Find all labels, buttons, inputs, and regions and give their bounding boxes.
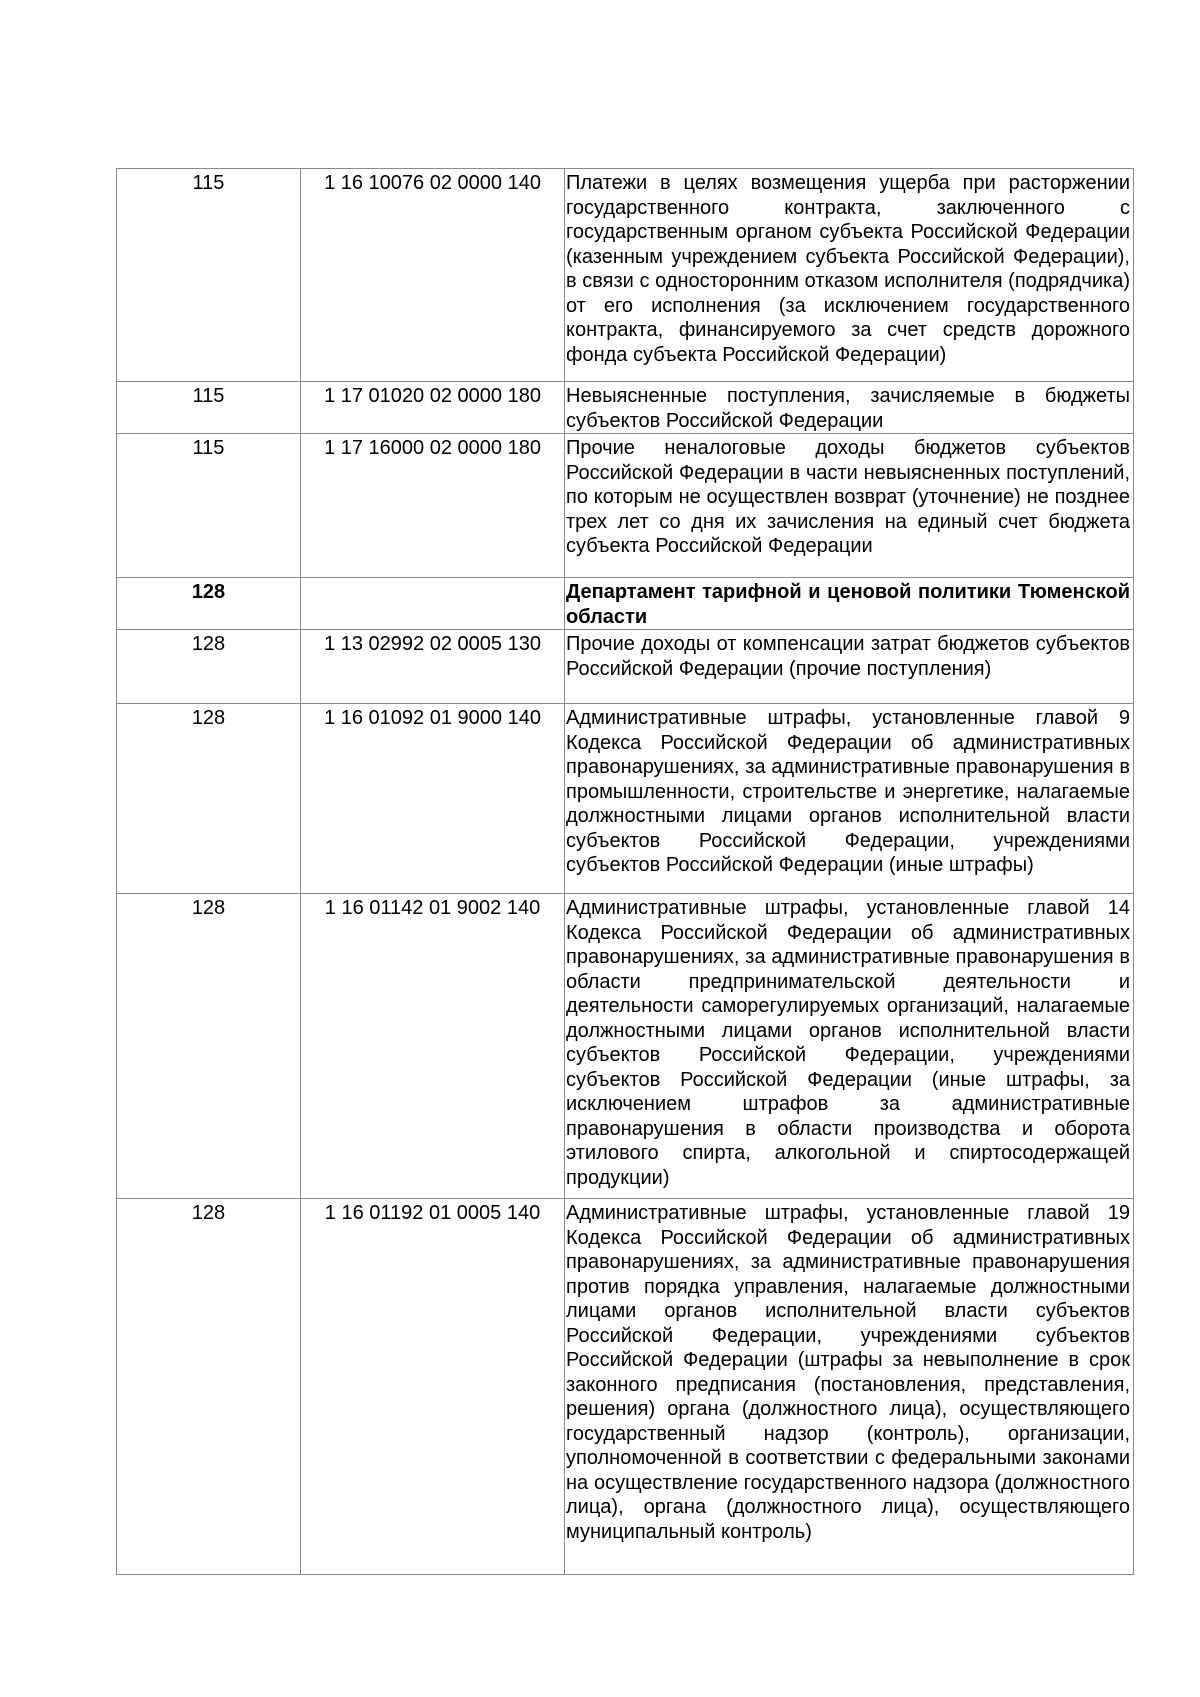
kbk-code-cell: 1 16 01192 01 0005 140 [301, 1199, 565, 1575]
admin-code-cell: 115 [117, 169, 301, 382]
kbk-code-cell [301, 578, 565, 630]
table-row [117, 1199, 1134, 1575]
revenue-name-cell [565, 630, 1134, 704]
revenue-name-cell [565, 434, 1134, 578]
kbk-code-cell: 1 16 10076 02 0000 140 [301, 169, 565, 382]
table-row [117, 169, 1134, 382]
revenue-code-table [116, 168, 1134, 1575]
table-row [117, 704, 1134, 894]
table-row [117, 434, 1134, 578]
revenue-name-text: Административные штрафы, установленные главой 14 Кодекса Российской Федерации об административных правонарушениях, за административные правонарушения в области предпринимательской деятельности и деятельности саморегулируемых организаций, налагаемые должностными лицами органов исполнительной власти субъектов Российской Федерации, учреждениями субъектов Российской Федерации (иные штрафы, за исключением штрафов за административные правонарушения в области производства и оборота этилового спирта, алкогольной и спиртосодержащей продукции) [566, 897, 1130, 1189]
kbk-code-cell: 1 17 01020 02 0000 180 [301, 382, 565, 434]
admin-code-cell: 128 [117, 704, 301, 894]
admin-code-cell: 128 [117, 1199, 301, 1575]
revenue-name-text: Платежи в целях возмещения ущерба при расторжении государственного контракта, заключенного с государственным органом субъекта Российской Федерации (казенным учреждением субъекта Российской Федерации), в связи с односторонним отказом исполнителя (подрядчика) от его исполнения (за исключением государственного контракта, финансируемого за счет средств дорожного фонда субъекта Российской Федерации) [566, 172, 1130, 366]
revenue-name-text: Прочие неналоговые доходы бюджетов субъектов Российской Федерации в части невыясненных поступлений, по которым не осуществлен возврат (уточнение) не позднее трех лет со дня их зачисления на единый счет бюджета субъекта Российской Федерации [566, 437, 1130, 557]
admin-code-cell: 128 [117, 630, 301, 704]
kbk-code-cell: 1 13 02992 02 0005 130 [301, 630, 565, 704]
table-row-department [117, 578, 1134, 630]
kbk-code-cell: 1 16 01142 01 9002 140 [301, 894, 565, 1199]
admin-code-cell: 128 [117, 894, 301, 1199]
table-row [117, 894, 1134, 1199]
kbk-code-cell: 1 17 16000 02 0000 180 [301, 434, 565, 578]
table-body [117, 169, 1134, 1575]
revenue-name-text: Прочие доходы от компенсации затрат бюджетов субъектов Российской Федерации (прочие поступления) [566, 633, 1130, 680]
revenue-name-cell [565, 704, 1134, 894]
admin-code-cell: 115 [117, 382, 301, 434]
table-row [117, 382, 1134, 434]
revenue-name-text: Административные штрафы, установленные главой 19 Кодекса Российской Федерации об административных правонарушениях, за административные правонарушения против порядка управления, налагаемые должностными лицами органов исполнительной власти субъектов Российской Федерации, учреждениями субъектов Российской Федерации (штрафы за невыполнение в срок законного предписания (постановления, представления, решения) органа (должностного лица), осуществляющего государственный надзор (контроль), организации, уполномоченной в соответствии с федеральными законами на осуществление государственного надзора (должностного лица), органа (должностного лица), осуществляющего муниципальный контроль) [566, 1202, 1130, 1543]
department-name-cell [565, 578, 1134, 630]
revenue-name-text: Административные штрафы, установленные главой 9 Кодекса Российской Федерации об административных правонарушениях, за административные правонарушения в промышленности, строительстве и энергетике, налагаемые должностными лицами органов исполнительной власти субъектов Российской Федерации, учреждениями субъектов Российской Федерации (иные штрафы) [566, 707, 1130, 876]
department-name-text: Департамент тарифной и ценовой политики Тюменской области [566, 581, 1130, 628]
revenue-name-cell [565, 1199, 1134, 1575]
revenue-name-cell [565, 382, 1134, 434]
table-row [117, 630, 1134, 704]
kbk-code-cell: 1 16 01092 01 9000 140 [301, 704, 565, 894]
revenue-name-cell [565, 169, 1134, 382]
admin-code-cell: 115 [117, 434, 301, 578]
revenue-name-text: Невыясненные поступления, зачисляемые в бюджеты субъектов Российской Федерации [566, 385, 1130, 432]
revenue-name-cell [565, 894, 1134, 1199]
admin-code-cell: 128 [117, 578, 301, 630]
